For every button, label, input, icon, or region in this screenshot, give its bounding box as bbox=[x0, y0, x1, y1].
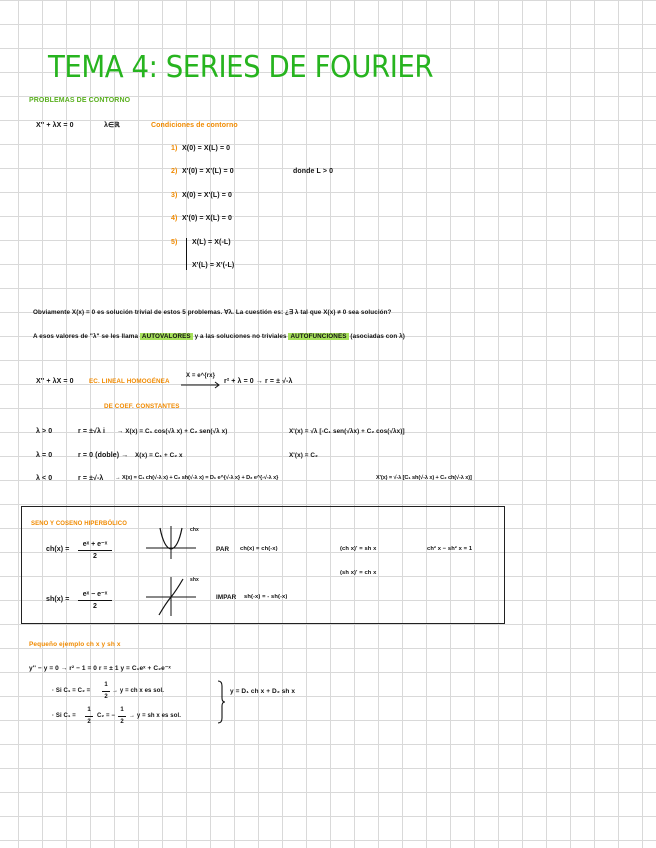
condition-number: 2) bbox=[171, 168, 178, 175]
example-title: Pequeño ejemplo ch x y sh x bbox=[29, 641, 121, 648]
cosh-curve-label: chx bbox=[190, 527, 199, 533]
box-title: SENO Y COSENO HIPERBÓLICO bbox=[31, 521, 127, 527]
values-text: (asociadas con λ) bbox=[350, 333, 405, 340]
condition-text: X'(L) = X'(-L) bbox=[192, 262, 235, 269]
case-solution: → X(x) = C₁ ch(√-λ x) + C₂ sh(√-λ x) = D₁ e^{√-λ x} + D₂ e^{-√-λ x} bbox=[115, 475, 279, 481]
condition-number: 3) bbox=[171, 192, 178, 199]
fraction-bar bbox=[118, 716, 126, 717]
arrow-label: X = e^{rx} bbox=[186, 373, 216, 379]
ec-label: EC. LINEAL HOMOGÉNEA bbox=[89, 378, 170, 385]
values-text: A esos valores de "λ" se les llama bbox=[33, 333, 139, 340]
case-derivative: X'(x) = √-λ [C₁ sh(√-λ x) + C₂ ch(√-λ x)] bbox=[376, 475, 472, 481]
example-case-2-result: → y = sh x es sol. bbox=[129, 713, 181, 719]
fraction-denominator: 2 bbox=[93, 553, 97, 560]
autofunciones-highlight: AUTOFUNCIONES bbox=[290, 333, 347, 340]
fraction-numerator: 1 bbox=[87, 707, 91, 713]
par-label: PAR bbox=[216, 546, 230, 553]
condition-number: 5) bbox=[171, 239, 178, 246]
impar-equation: sh(-x) = - sh(-x) bbox=[244, 594, 288, 600]
par-equation: ch(x) = ch(-x) bbox=[240, 546, 278, 552]
case-derivative: X'(x) = C₂ bbox=[289, 452, 318, 459]
case-solution: X(x) = C₁ + C₂ x bbox=[135, 452, 183, 459]
case-roots: r = 0 (doble) → bbox=[78, 452, 129, 459]
example-fraction bbox=[102, 681, 110, 702]
right-arrow bbox=[181, 382, 223, 388]
ec-equation: X'' + λX = 0 bbox=[36, 378, 74, 385]
ch-fraction bbox=[78, 540, 112, 561]
example-fraction bbox=[85, 706, 93, 727]
example-case-2-mid: C₂ = − bbox=[97, 713, 115, 719]
fraction-denominator: 2 bbox=[93, 603, 97, 610]
fraction-denominator: 2 bbox=[104, 694, 108, 700]
fraction-bar bbox=[78, 600, 112, 601]
case-condition: λ > 0 bbox=[36, 428, 53, 435]
fraction-denominator: 2 bbox=[87, 719, 91, 725]
ch-definition-lhs: ch(x) = bbox=[46, 546, 70, 553]
fraction-bar bbox=[78, 550, 112, 551]
values-line bbox=[33, 332, 405, 341]
condition-text: X'(0) = X'(L) = 0 bbox=[182, 168, 234, 175]
fraction-numerator: 1 bbox=[120, 707, 124, 713]
section-heading-contorno: PROBLEMAS DE CONTORNO bbox=[29, 97, 131, 104]
ec-label-2: DE COEF. CONSTANTES bbox=[104, 403, 180, 410]
example-equation: y'' − y = 0 → r² − 1 = 0 r = ± 1 y = C₁eˣ + C₂e⁻ˣ bbox=[29, 665, 171, 672]
conditions-label: Condiciones de contorno bbox=[151, 122, 238, 129]
sh-definition-lhs: sh(x) = bbox=[46, 596, 70, 603]
impar-label: IMPAR bbox=[216, 594, 237, 601]
fraction-numerator: 1 bbox=[104, 682, 108, 688]
condition-text: X(0) = X'(L) = 0 bbox=[182, 192, 232, 199]
case-condition: λ = 0 bbox=[36, 452, 53, 459]
char-equation: r² + λ = 0 → r = ± √-λ bbox=[224, 378, 293, 385]
condition-text: X(L) = X(-L) bbox=[192, 239, 231, 246]
brace bbox=[186, 238, 187, 270]
example-case-2: · Si C₁ = bbox=[52, 713, 76, 719]
example-fraction bbox=[118, 706, 126, 727]
condition-text: X(0) = X(L) = 0 bbox=[182, 145, 231, 152]
donde-note: donde L > 0 bbox=[293, 168, 334, 175]
condition-number: 4) bbox=[171, 215, 178, 222]
sh-fraction bbox=[78, 590, 112, 611]
fraction-denominator: 2 bbox=[120, 719, 124, 725]
example-brace bbox=[216, 680, 226, 724]
values-text: y a las soluciones no triviales bbox=[194, 333, 287, 340]
page-title: TEMA 4: SERIES DE FOURIER bbox=[48, 50, 434, 85]
obvious-text: Obviamente X(x) = 0 es solución trivial de estos 5 problemas. ∀λ. La cuestión es: ¿∃ λ tal que X(x) ≠ 0 sea solución? bbox=[33, 309, 392, 316]
lambda-domain: λ∈ℝ bbox=[104, 122, 120, 129]
case-derivative: X'(x) = √λ [-C₁ sen(√λx) + C₂ cos(√λx)] bbox=[289, 428, 405, 435]
condition-text: X'(0) = X(L) = 0 bbox=[182, 215, 232, 222]
example-case-1-result: → y = ch x es sol. bbox=[112, 688, 164, 694]
sh-derivative: (sh x)' = ch x bbox=[340, 570, 377, 576]
main-equation: X'' + λX = 0 bbox=[36, 122, 74, 129]
ch-derivative: (ch x)' = sh x bbox=[340, 546, 377, 552]
case-roots: r = ±√-λ bbox=[78, 475, 104, 482]
case-condition: λ < 0 bbox=[36, 475, 53, 482]
example-case-1: · Si C₁ = C₂ = bbox=[52, 688, 91, 694]
case-roots: r = ±√λ i bbox=[78, 428, 106, 435]
sinh-curve-label: shx bbox=[190, 577, 199, 583]
fraction-numerator: eˣ + e⁻ˣ bbox=[82, 541, 108, 548]
condition-number: 1) bbox=[171, 145, 178, 152]
example-general-solution: y = D₁ ch x + D₂ sh x bbox=[230, 688, 296, 695]
autovalores-highlight: AUTOVALORES bbox=[141, 333, 191, 340]
fraction-bar bbox=[85, 716, 93, 717]
case-solution: → X(x) = C₁ cos(√λ x) + C₂ sen(√λ x) bbox=[117, 428, 228, 435]
fraction-bar bbox=[102, 691, 110, 692]
hyperbolic-identity: ch² x − sh² x = 1 bbox=[427, 546, 473, 552]
fraction-numerator: eˣ − e⁻ˣ bbox=[82, 591, 108, 598]
